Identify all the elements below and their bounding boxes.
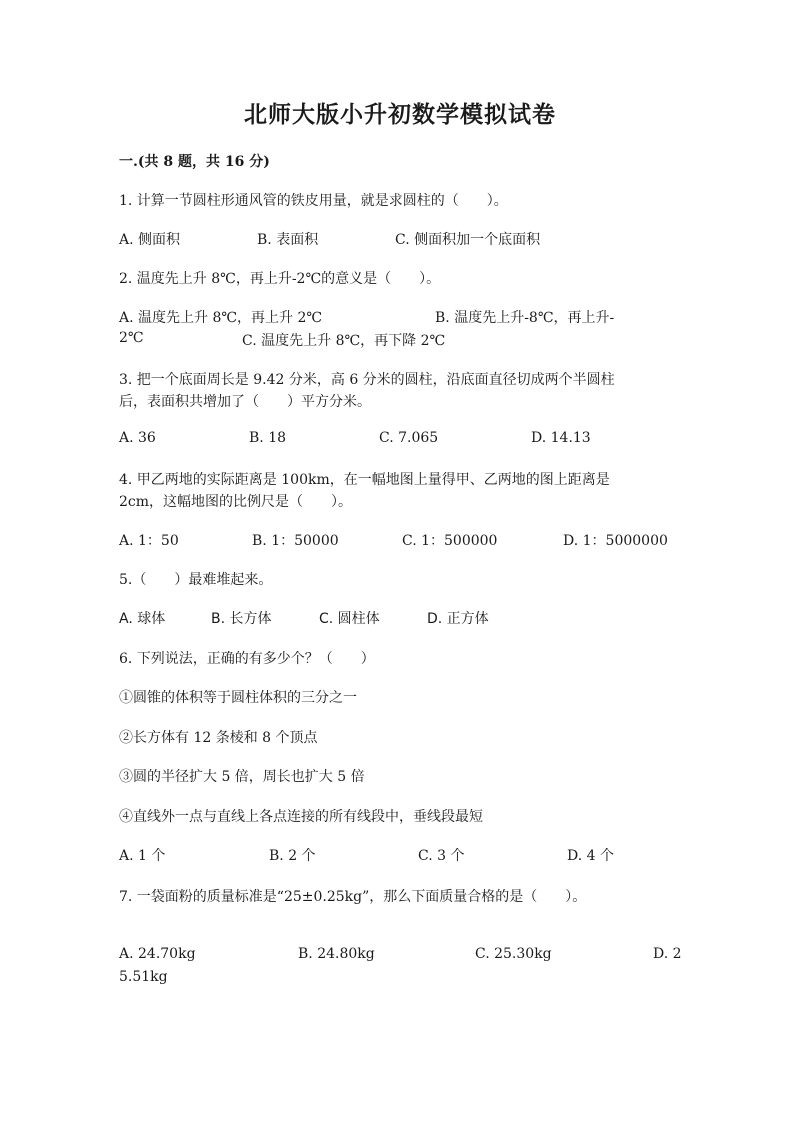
question-3-option-c: C. 7.065 <box>379 430 439 446</box>
question-1-option-b: B. 表面积 <box>257 232 319 248</box>
question-1-option-a: A. 侧面积 <box>119 232 181 248</box>
question-1-option-c: C. 侧面积加一个底面积 <box>395 232 541 248</box>
question-4-option-a: A. 1：50 <box>119 533 179 549</box>
question-3-option-d: D. 14.13 <box>531 430 591 446</box>
question-2-option-c: C. 温度先上升 8℃，再下降 2℃ <box>242 333 446 349</box>
question-7-stem: 7. 一袋面粉的质量标准是“25±0.25kg”，那么下面质量合格的是（ ）。 <box>119 889 587 905</box>
question-6-statement-4: ④直线外一点与直线上各点连接的所有线段中，垂线段最短 <box>119 809 483 825</box>
question-2-option-b: B. 温度先上升-8℃，再上升- <box>435 310 615 326</box>
question-4-option-c: C. 1：500000 <box>402 533 498 549</box>
question-5-option-b: B. 长方体 <box>211 611 272 627</box>
question-6-statement-3: ③圆的半径扩大 5 倍，周长也扩大 5 倍 <box>119 769 365 785</box>
question-6-statement-1: ①圆锥的体积等于圆柱体积的三分之一 <box>119 690 357 706</box>
question-3-stem-line-1: 3. 把一个底面周长是 9.42 分米，高 6 分米的圆柱，沿底面直径切成两个半圆柱 <box>119 372 615 388</box>
question-6-option-a: A. 1 个 <box>119 848 166 864</box>
question-7-option-a: A. 24.70kg <box>119 946 196 962</box>
question-5-stem: 5.（ ）最难堆起来。 <box>119 572 273 588</box>
question-5-option-c: C. 圆柱体 <box>319 611 380 627</box>
question-1-stem: 1. 计算一节圆柱形通风管的铁皮用量，就是求圆柱的（ ）。 <box>119 193 508 209</box>
question-5-option-d: D. 正方体 <box>427 611 489 627</box>
question-6-stem: 6. 下列说法，正确的有多少个？（ ） <box>119 651 375 667</box>
question-7-option-c: C. 25.30kg <box>475 946 552 962</box>
question-4-option-d: D. 1：5000000 <box>563 533 668 549</box>
question-7-option-b: B. 24.80kg <box>298 946 375 962</box>
question-2-option-b-cont: 2℃ <box>119 330 144 346</box>
question-3-option-b: B. 18 <box>249 430 287 446</box>
question-5-option-a: A. 球体 <box>119 611 166 627</box>
question-3-option-a: A. 36 <box>119 430 156 446</box>
section-header: 一.(共 8 题，共 16 分) <box>119 154 270 170</box>
page-title: 北师大版小升初数学模拟试卷 <box>244 101 556 128</box>
question-6-option-b: B. 2 个 <box>269 848 316 864</box>
question-6-option-d: D. 4 个 <box>567 848 614 864</box>
question-4-stem-line-2: 2cm，这幅地图的比例尺是（ ）。 <box>119 494 353 510</box>
question-2-stem: 2. 温度先上升 8℃，再上升-2℃的意义是（ ）。 <box>119 271 441 287</box>
question-3-stem-line-2: 后，表面积共增加了（ ）平方分米。 <box>119 394 371 410</box>
question-7-option-d: D. 2 <box>653 946 682 962</box>
question-4-option-b: B. 1：50000 <box>252 533 339 549</box>
question-4-stem-line-1: 4. 甲乙两地的实际距离是 100km，在一幅地图上量得甲、乙两地的图上距离是 <box>119 472 610 488</box>
question-7-option-d-cont: 5.51kg <box>119 969 168 985</box>
question-6-option-c: C. 3 个 <box>418 848 465 864</box>
question-2-option-a: A. 温度先上升 8℃，再上升 2℃ <box>119 310 323 326</box>
question-6-statement-2: ②长方体有 12 条棱和 8 个顶点 <box>119 730 318 746</box>
